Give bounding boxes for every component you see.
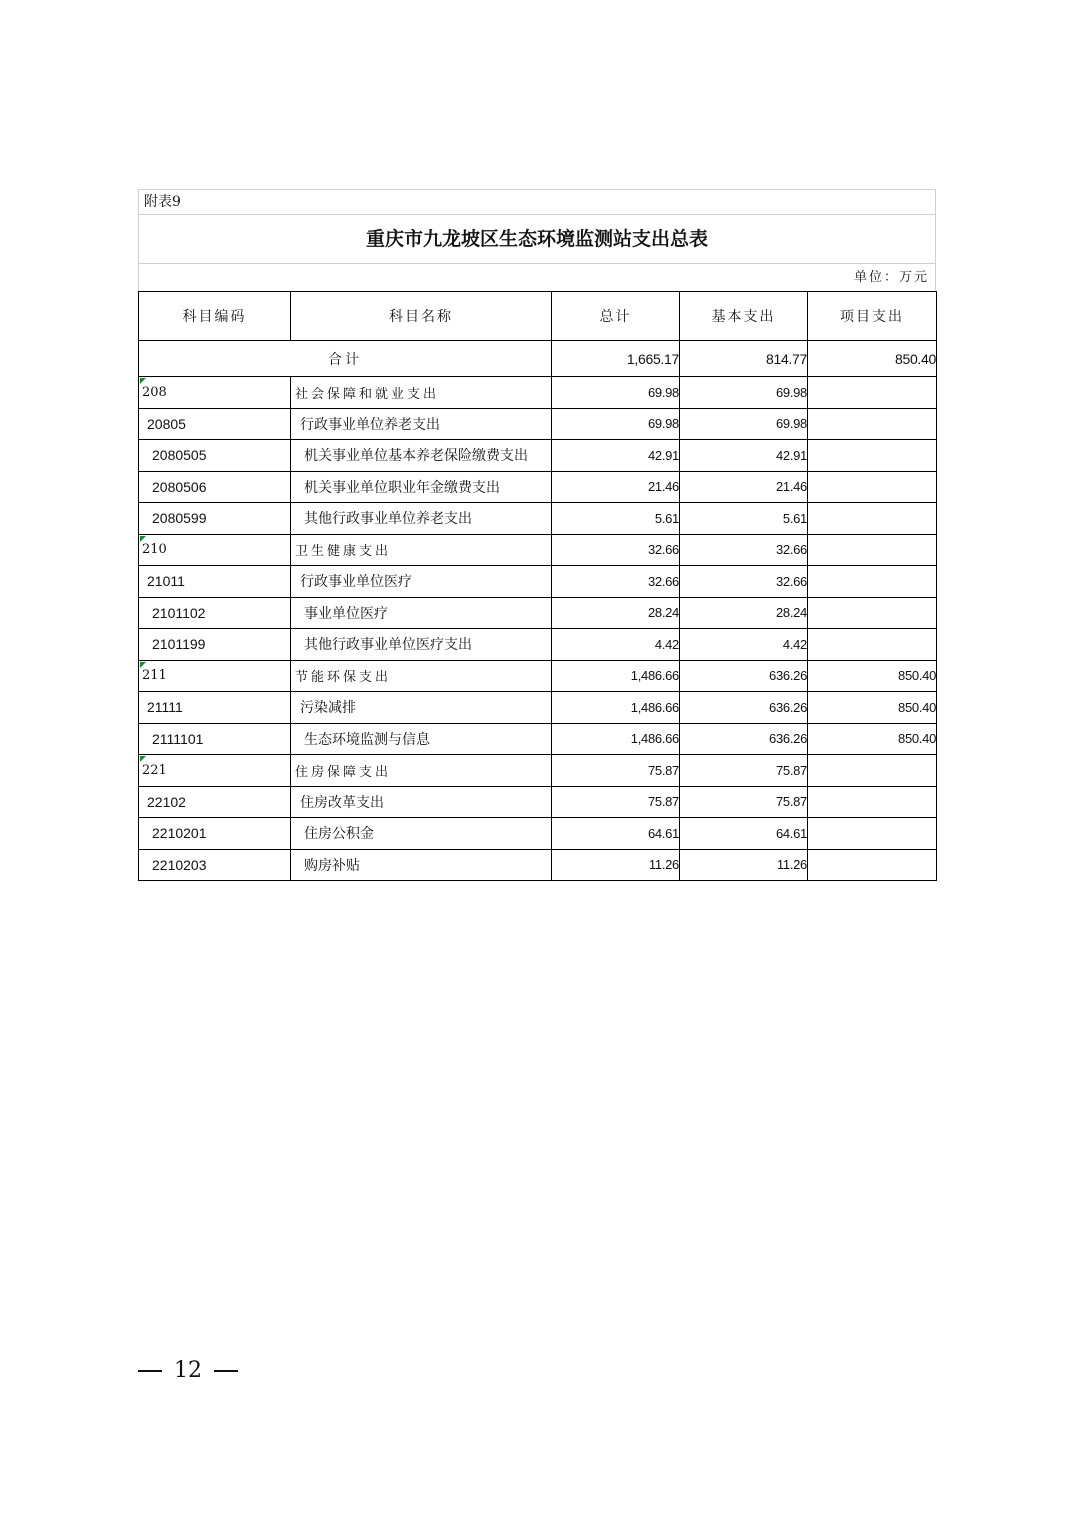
row-total-text: 42.91 [647, 447, 679, 463]
row-code-text: 21011 [147, 573, 185, 590]
row-total [552, 597, 680, 629]
row-name-text: 生态环境监测与信息 [304, 731, 430, 748]
row-code [139, 629, 291, 661]
row-total [552, 377, 680, 409]
table-row [139, 503, 937, 535]
row-name-text: 节能环保支出 [295, 670, 392, 686]
row-code [139, 471, 291, 503]
row-basic-text: 636.26 [769, 699, 807, 715]
table-row [139, 534, 937, 566]
row-total [552, 818, 680, 850]
row-basic [680, 849, 808, 881]
header-name: 科目名称 [291, 292, 552, 341]
row-name [291, 660, 552, 692]
row-name-text: 住房改革支出 [300, 794, 384, 811]
row-name [291, 629, 552, 661]
row-total-text: 69.98 [647, 384, 679, 400]
row-code [139, 692, 291, 724]
row-basic [680, 660, 808, 692]
row-basic [680, 440, 808, 472]
row-project [808, 471, 937, 503]
row-total-text: 4.42 [654, 636, 679, 652]
row-basic-text: 28.24 [775, 605, 807, 621]
row-name [291, 849, 552, 881]
total-label: 合计 [139, 341, 552, 377]
row-basic [680, 471, 808, 503]
table-row [139, 471, 937, 503]
row-code-text: 22102 [147, 793, 186, 810]
row-code [139, 503, 291, 535]
row-basic-text: 11.26 [776, 857, 807, 873]
annex-label: 附表9 [138, 189, 936, 214]
row-total-text: 32.66 [647, 542, 679, 558]
row-basic [680, 755, 808, 787]
row-project [808, 534, 937, 566]
row-project [808, 597, 937, 629]
row-name-text: 社会保障和就业支出 [295, 386, 440, 402]
row-total [552, 440, 680, 472]
row-total [552, 660, 680, 692]
table-row [139, 723, 937, 755]
row-code-text: 208 [142, 384, 167, 400]
row-basic-text: 69.98 [775, 384, 807, 400]
row-project [808, 408, 937, 440]
table-row [139, 629, 937, 661]
row-basic [680, 566, 808, 598]
header-total: 总计 [552, 292, 680, 341]
page-number: 12 [174, 1358, 202, 1383]
row-basic-text: 32.66 [775, 542, 807, 558]
row-basic-text: 32.66 [775, 573, 807, 589]
row-total [552, 692, 680, 724]
row-code [139, 723, 291, 755]
row-name [291, 597, 552, 629]
row-name [291, 818, 552, 850]
row-project [808, 377, 937, 409]
row-name-text: 机关事业单位职业年金缴费支出 [304, 479, 500, 496]
row-basic [680, 597, 808, 629]
row-code [139, 377, 291, 409]
row-basic [680, 723, 808, 755]
footer-dash-right [214, 1370, 238, 1372]
row-project [808, 818, 937, 850]
row-project [808, 660, 937, 692]
table-row [139, 377, 937, 409]
page-footer [138, 1354, 238, 1388]
row-code [139, 755, 291, 787]
row-name-text: 行政事业单位医疗 [300, 574, 412, 591]
row-basic-text: 69.98 [775, 416, 807, 432]
row-project [808, 629, 937, 661]
row-name [291, 786, 552, 818]
row-total-text: 1,486.66 [630, 731, 679, 747]
table-row [139, 786, 937, 818]
row-total [552, 723, 680, 755]
row-name-text: 其他行政事业单位养老支出 [304, 511, 472, 528]
row-basic-text: 75.87 [775, 794, 807, 810]
row-name-text: 污染减排 [300, 700, 356, 717]
row-total [552, 503, 680, 535]
row-total-text: 69.98 [647, 416, 679, 432]
row-basic-text: 64.61 [775, 825, 807, 841]
table-title: 重庆市九龙坡区生态环境监测站支出总表 [138, 214, 936, 263]
row-basic-text: 75.87 [775, 762, 807, 778]
total-project: 850.40 [808, 341, 937, 377]
row-name-text: 卫生健康支出 [295, 544, 392, 560]
header-basic: 基本支出 [680, 292, 808, 341]
header-project: 项目支出 [808, 292, 937, 341]
row-total-text: 28.24 [647, 605, 679, 621]
row-total-text: 1,486.66 [630, 668, 679, 684]
row-total [552, 471, 680, 503]
row-name [291, 534, 552, 566]
row-project-text: 850.40 [898, 668, 936, 684]
row-code [139, 408, 291, 440]
expenditure-sheet [138, 189, 936, 881]
row-total [552, 755, 680, 787]
row-total-text: 64.61 [647, 825, 679, 841]
row-basic [680, 377, 808, 409]
cell-comment-marker [140, 536, 146, 542]
row-basic-text: 21.46 [775, 479, 807, 495]
row-name [291, 440, 552, 472]
expenditure-table [138, 291, 937, 881]
total-row [139, 341, 937, 377]
row-code-text: 2101199 [152, 636, 206, 653]
row-code-text: 2080506 [152, 478, 207, 495]
row-project [808, 755, 937, 787]
row-project-text: 850.40 [898, 731, 936, 747]
row-name-text: 其他行政事业单位医疗支出 [304, 637, 472, 654]
row-basic [680, 818, 808, 850]
row-basic-text: 636.26 [769, 668, 807, 684]
total-basic: 814.77 [680, 341, 808, 377]
row-basic [680, 786, 808, 818]
cell-comment-marker [140, 662, 146, 668]
row-project-text: 850.40 [898, 699, 936, 715]
row-code [139, 597, 291, 629]
table-row [139, 408, 937, 440]
row-name-text: 购房补贴 [304, 857, 360, 874]
row-basic [680, 692, 808, 724]
row-code [139, 534, 291, 566]
row-code-text: 20805 [147, 415, 186, 432]
footer-dash-left [138, 1370, 162, 1372]
row-basic [680, 534, 808, 566]
header-row [139, 292, 937, 341]
row-total [552, 408, 680, 440]
row-code [139, 786, 291, 818]
row-code-text: 211 [142, 668, 167, 684]
row-basic [680, 629, 808, 661]
table-row [139, 818, 937, 850]
row-total [552, 849, 680, 881]
row-name-text: 住房保障支出 [295, 764, 392, 780]
unit-label: 单位：万元 [138, 263, 936, 291]
table-row [139, 849, 937, 881]
row-project [808, 723, 937, 755]
row-name-text: 住房公积金 [304, 826, 374, 843]
row-project [808, 849, 937, 881]
row-name [291, 408, 552, 440]
row-code-text: 21111 [147, 699, 183, 716]
row-code-text: 2210201 [152, 825, 207, 842]
cell-comment-marker [140, 756, 146, 762]
row-total [552, 566, 680, 598]
row-basic [680, 408, 808, 440]
row-total-text: 32.66 [647, 573, 679, 589]
row-name-text: 机关事业单位基本养老保险缴费支出 [304, 448, 528, 465]
row-name [291, 503, 552, 535]
row-project [808, 566, 937, 598]
row-code-text: 210 [142, 542, 167, 558]
row-name [291, 755, 552, 787]
row-total [552, 629, 680, 661]
row-project [808, 786, 937, 818]
row-project [808, 440, 937, 472]
row-total [552, 786, 680, 818]
row-total-text: 21.46 [647, 479, 679, 495]
row-basic-text: 5.61 [782, 510, 807, 526]
row-code [139, 818, 291, 850]
row-code-text: 2210203 [152, 856, 207, 873]
row-name [291, 723, 552, 755]
row-basic-text: 636.26 [769, 731, 807, 747]
table-row [139, 597, 937, 629]
table-row [139, 566, 937, 598]
row-name-text: 事业单位医疗 [304, 605, 388, 622]
table-row [139, 692, 937, 724]
row-code [139, 849, 291, 881]
cell-comment-marker [140, 378, 146, 384]
row-code-text: 221 [142, 762, 167, 778]
row-code-text: 2111101 [152, 730, 204, 747]
header-code: 科目编码 [139, 292, 291, 341]
row-project [808, 692, 937, 724]
row-name [291, 377, 552, 409]
total-total: 1,665.17 [552, 341, 680, 377]
table-row [139, 660, 937, 692]
table-row [139, 755, 937, 787]
row-total-text: 11.26 [648, 857, 679, 873]
row-total-text: 75.87 [647, 794, 679, 810]
row-code [139, 566, 291, 598]
row-name-text: 行政事业单位养老支出 [300, 416, 440, 433]
row-total-text: 75.87 [647, 762, 679, 778]
row-code-text: 2080505 [152, 447, 207, 464]
row-total-text: 1,486.66 [630, 699, 679, 715]
row-name [291, 692, 552, 724]
row-basic-text: 42.91 [775, 447, 807, 463]
row-code-text: 2080599 [152, 510, 207, 527]
row-name [291, 471, 552, 503]
row-total-text: 5.61 [654, 510, 679, 526]
table-row [139, 440, 937, 472]
row-basic-text: 4.42 [782, 636, 807, 652]
row-total [552, 534, 680, 566]
row-basic [680, 503, 808, 535]
row-code-text: 2101102 [152, 604, 206, 621]
row-code [139, 440, 291, 472]
row-name [291, 566, 552, 598]
row-project [808, 503, 937, 535]
row-code [139, 660, 291, 692]
